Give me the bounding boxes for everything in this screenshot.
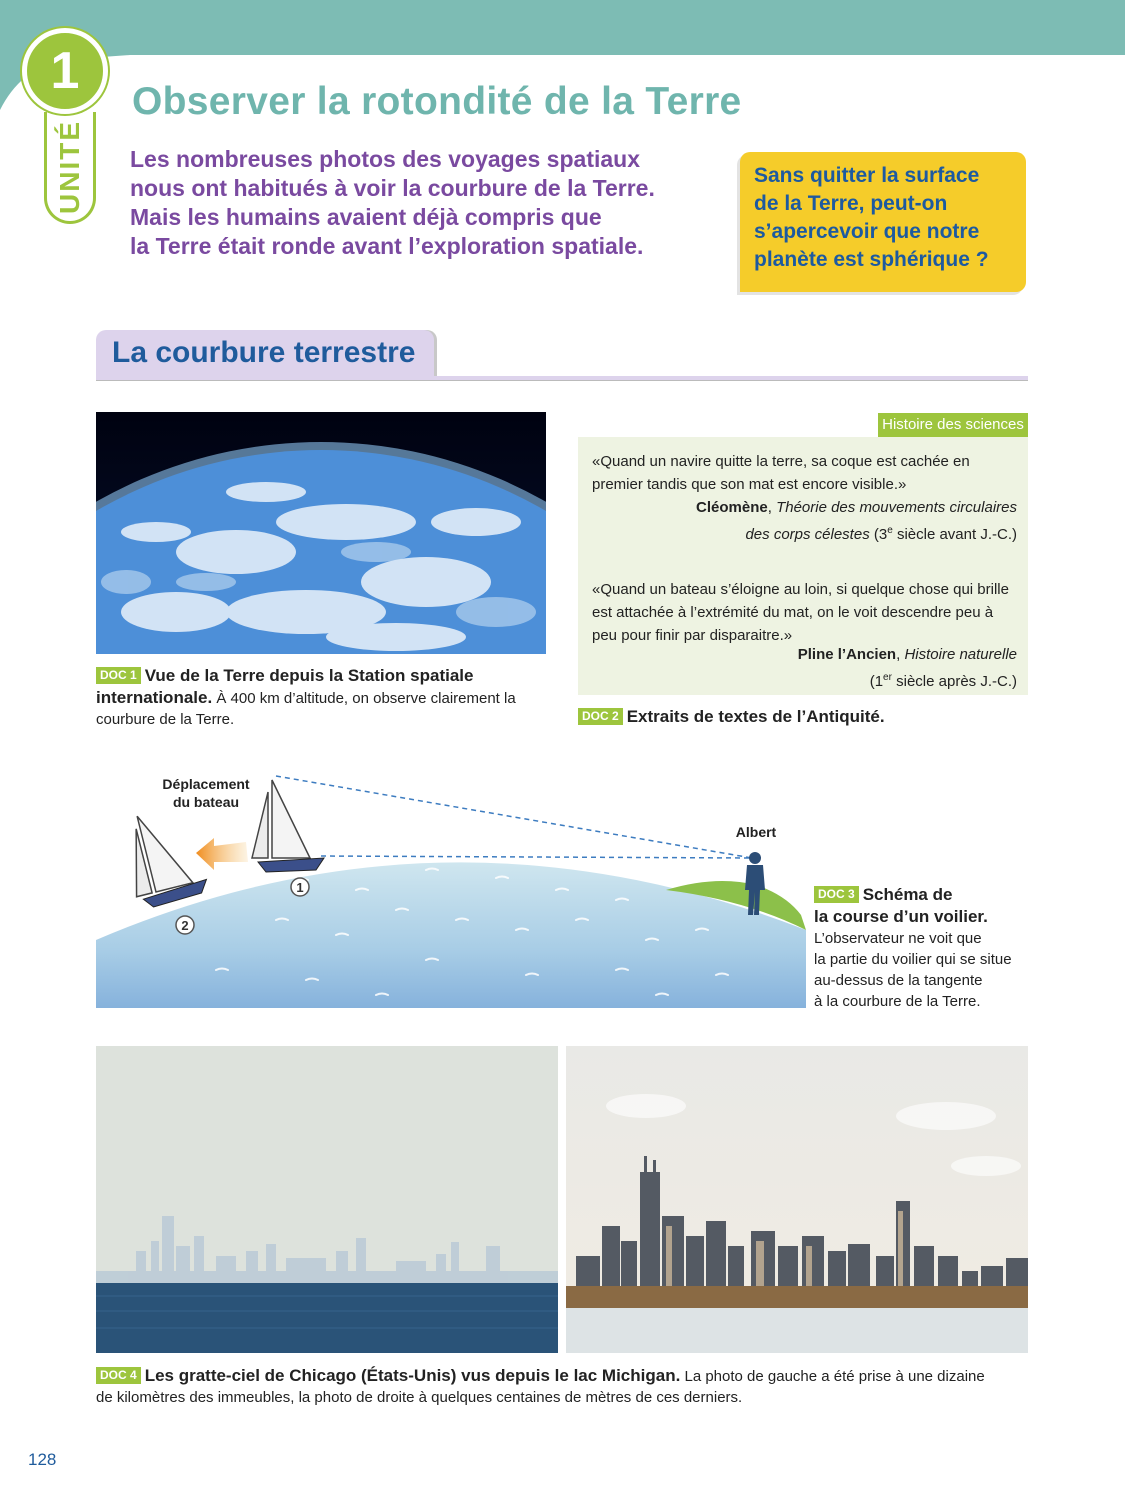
quote-cleomene-source: Cléomène, Théorie des mouvements circulaires des corps célestes (3e siècle avant J.-C.) (696, 499, 1017, 543)
intro-line: Mais les humains avaient déjà compris que (130, 204, 602, 230)
marker-1: 1 (296, 880, 304, 895)
move-label: Déplacement (162, 776, 250, 792)
work-title: des corps célestes (745, 526, 870, 543)
intro-line: la Terre était ronde avant l’exploration spatiale. (130, 233, 644, 259)
doc4-title: Les gratte-ciel de Chicago (États-Unis) vus depuis le lac Michigan. (144, 1366, 681, 1385)
quote-pline: «Quand un bateau s’éloigne au loin, si quelque chose qui brille est attachée à l’extrémité du mat, on le voit descendre peu à peu pour finir par disparaitre.» (592, 581, 1009, 644)
intro-line: nous ont habitués à voir la courbure de la Terre. (130, 175, 655, 201)
sailboat-diagram (96, 770, 806, 1008)
chicago-near-photo (566, 1046, 1028, 1353)
observer-label: Albert (735, 824, 777, 840)
date-sup: e (887, 525, 893, 536)
doc2-tag: DOC 2 (578, 708, 623, 725)
question-line: planète est sphérique ? (754, 248, 989, 271)
doc3-tag: DOC 3 (814, 886, 859, 903)
question-line: Sans quitter la surface (754, 164, 980, 187)
author-name: Pline l’Ancien (797, 646, 897, 663)
header-band (0, 0, 1125, 55)
question-line: de la Terre, peut-on (754, 192, 948, 215)
doc3-title: Schéma de (862, 885, 953, 904)
doc4-caption (96, 1365, 996, 1408)
date: siècle après J.-C.) (891, 673, 1017, 690)
question-box (740, 152, 1026, 292)
date: (1 (869, 673, 884, 690)
date-sup: er (883, 672, 892, 683)
doc1-tag: DOC 1 (96, 667, 141, 684)
history-of-science-tag: Histoire des sciences (878, 413, 1028, 437)
section-title: La courbure terrestre (112, 336, 416, 369)
quote-pline-source: Pline l’Ancien, Histoire naturelle (1er siècle après J.-C.) (797, 646, 1017, 690)
intro-line: Les nombreuses photos des voyages spatiaux (130, 146, 640, 172)
doc2-caption (578, 706, 1028, 728)
page-title: Observer la rotondité de la Terre (132, 80, 742, 123)
doc1-caption (96, 665, 556, 730)
doc3-text: à la courbure de la Terre. (814, 993, 981, 1010)
doc3-text: la partie du voilier qui se situe (814, 951, 1012, 968)
intro-text (130, 145, 710, 261)
doc3-caption (814, 884, 1034, 1012)
date: (3 (873, 526, 888, 543)
page-number: 128 (28, 1450, 57, 1469)
author-name: Cléomène (696, 499, 768, 516)
doc1-title: Vue de la Terre depuis la Station spatiale internationale. (96, 666, 474, 707)
earth-from-iss-photo (96, 412, 546, 654)
unit-label: UNITÉ (54, 119, 85, 214)
doc3-title: la course d’un voilier. (814, 907, 988, 926)
work-title: Histoire naturelle (904, 646, 1017, 663)
marker-2: 2 (181, 918, 189, 933)
question-line: s’apercevoir que notre (754, 220, 980, 243)
doc4-tag: DOC 4 (96, 1367, 141, 1384)
unit-number-badge: 1 (22, 28, 108, 114)
doc1-text: À 400 km d’altitude, on observe clairement la courbure de la Terre. (96, 690, 516, 728)
date: siècle avant J.-C.) (892, 526, 1017, 543)
doc2-title: Extraits de textes de l’Antiquité. (626, 707, 885, 726)
move-label: du bateau (172, 794, 240, 810)
chicago-far-photo (96, 1046, 558, 1353)
doc3-text: L’observateur ne voit que (814, 930, 982, 947)
doc3-text: au-dessus de la tangente (814, 972, 983, 989)
section-divider (96, 376, 1028, 381)
doc4-text: La photo de gauche a été prise à une dizaine de kilomètres des immeubles, la photo de droite à quelques centaines de mètres de ces derniers. (96, 1368, 985, 1406)
quote-cleomene: «Quand un navire quitte la terre, sa coque est cachée en premier tandis que son mat est encore visible.» (592, 453, 970, 493)
unit-badge-strip (44, 112, 96, 224)
work-title: Théorie des mouvements circulaires (776, 499, 1017, 516)
